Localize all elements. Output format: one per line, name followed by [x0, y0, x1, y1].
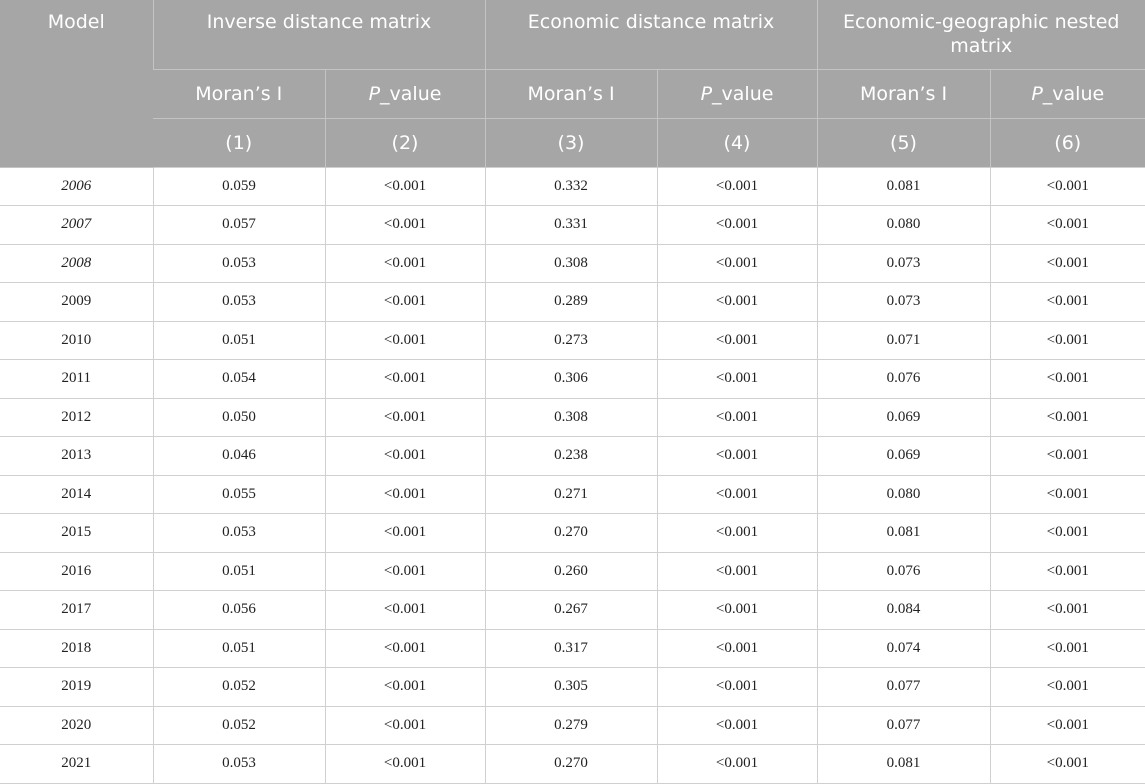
row-year: 2013 [0, 437, 153, 476]
cell-p-value: <0.001 [657, 437, 817, 476]
table-row [0, 475, 1145, 514]
cell-p-value: <0.001 [325, 591, 485, 630]
cell-p-value: <0.001 [325, 706, 485, 745]
cell-morans-i: 0.308 [485, 398, 657, 437]
cell-morans-i: 0.053 [153, 745, 325, 784]
header-col-number-2: (2) [325, 118, 485, 167]
cell-morans-i: 0.073 [817, 244, 990, 283]
cell-morans-i: 0.081 [817, 745, 990, 784]
cell-morans-i: 0.308 [485, 244, 657, 283]
cell-p-value: <0.001 [657, 321, 817, 360]
cell-p-value: <0.001 [990, 437, 1145, 476]
table-body [0, 167, 1145, 783]
cell-p-value: <0.001 [657, 206, 817, 245]
table-row [0, 283, 1145, 322]
cell-p-value: <0.001 [990, 475, 1145, 514]
cell-morans-i: 0.305 [485, 668, 657, 707]
row-year: 2021 [0, 745, 153, 784]
cell-morans-i: 0.069 [817, 398, 990, 437]
header-moran-1: Moran’s I [153, 69, 325, 118]
cell-morans-i: 0.051 [153, 321, 325, 360]
cell-morans-i: 0.052 [153, 668, 325, 707]
cell-morans-i: 0.238 [485, 437, 657, 476]
cell-morans-i: 0.317 [485, 629, 657, 668]
table-row [0, 437, 1145, 476]
cell-p-value: <0.001 [990, 398, 1145, 437]
cell-p-value: <0.001 [657, 167, 817, 206]
cell-morans-i: 0.071 [817, 321, 990, 360]
cell-p-value: <0.001 [325, 668, 485, 707]
cell-morans-i: 0.080 [817, 206, 990, 245]
cell-morans-i: 0.331 [485, 206, 657, 245]
cell-morans-i: 0.273 [485, 321, 657, 360]
row-year: 2008 [0, 244, 153, 283]
p-suffix: _value [380, 82, 442, 105]
row-year: 2007 [0, 206, 153, 245]
cell-p-value: <0.001 [657, 552, 817, 591]
cell-morans-i: 0.046 [153, 437, 325, 476]
table-row [0, 706, 1145, 745]
cell-p-value: <0.001 [657, 629, 817, 668]
row-year: 2011 [0, 360, 153, 399]
row-year: 2010 [0, 321, 153, 360]
row-year: 2016 [0, 552, 153, 591]
cell-morans-i: 0.059 [153, 167, 325, 206]
cell-morans-i: 0.081 [817, 167, 990, 206]
cell-p-value: <0.001 [990, 591, 1145, 630]
cell-morans-i: 0.069 [817, 437, 990, 476]
cell-p-value: <0.001 [990, 283, 1145, 322]
header-moran-3: Moran’s I [817, 69, 990, 118]
cell-p-value: <0.001 [325, 629, 485, 668]
cell-p-value: <0.001 [325, 283, 485, 322]
table-row [0, 360, 1145, 399]
cell-morans-i: 0.076 [817, 552, 990, 591]
row-year: 2012 [0, 398, 153, 437]
header-group-economic-distance: Economic distance matrix [485, 0, 817, 69]
table-row [0, 745, 1145, 784]
cell-p-value: <0.001 [990, 706, 1145, 745]
cell-p-value: <0.001 [325, 244, 485, 283]
cell-p-value: <0.001 [657, 514, 817, 553]
cell-morans-i: 0.073 [817, 283, 990, 322]
row-year: 2006 [0, 167, 153, 206]
cell-morans-i: 0.052 [153, 706, 325, 745]
cell-morans-i: 0.053 [153, 244, 325, 283]
table-row [0, 591, 1145, 630]
cell-morans-i: 0.076 [817, 360, 990, 399]
cell-p-value: <0.001 [657, 360, 817, 399]
header-col-number-6: (6) [990, 118, 1145, 167]
cell-morans-i: 0.056 [153, 591, 325, 630]
cell-morans-i: 0.074 [817, 629, 990, 668]
header-col-number-5: (5) [817, 118, 990, 167]
cell-morans-i: 0.077 [817, 668, 990, 707]
cell-morans-i: 0.084 [817, 591, 990, 630]
cell-p-value: <0.001 [657, 668, 817, 707]
table-row [0, 321, 1145, 360]
table-row [0, 398, 1145, 437]
table-row [0, 167, 1145, 206]
header-model: Model [0, 0, 153, 167]
header-moran-2: Moran’s I [485, 69, 657, 118]
p-symbol: P [368, 82, 381, 105]
cell-p-value: <0.001 [990, 321, 1145, 360]
cell-morans-i: 0.053 [153, 514, 325, 553]
cell-morans-i: 0.051 [153, 552, 325, 591]
header-col-number-1: (1) [153, 118, 325, 167]
cell-morans-i: 0.053 [153, 283, 325, 322]
cell-morans-i: 0.050 [153, 398, 325, 437]
cell-p-value: <0.001 [325, 745, 485, 784]
header-pvalue-2 [657, 69, 817, 118]
cell-morans-i: 0.054 [153, 360, 325, 399]
table-header [0, 0, 1145, 167]
header-col-number-4: (4) [657, 118, 817, 167]
cell-p-value: <0.001 [657, 398, 817, 437]
cell-p-value: <0.001 [325, 514, 485, 553]
header-col-number-3: (3) [485, 118, 657, 167]
cell-morans-i: 0.306 [485, 360, 657, 399]
cell-p-value: <0.001 [990, 360, 1145, 399]
p-symbol: P [1031, 82, 1043, 105]
cell-p-value: <0.001 [990, 629, 1145, 668]
header-pvalue-3 [990, 69, 1145, 118]
row-year: 2015 [0, 514, 153, 553]
row-year: 2018 [0, 629, 153, 668]
header-group-economic-geographic: Economic-geographic nested matrix [817, 0, 1145, 69]
header-pvalue-1 [325, 69, 485, 118]
cell-p-value: <0.001 [990, 745, 1145, 784]
table-row [0, 668, 1145, 707]
cell-p-value: <0.001 [990, 244, 1145, 283]
cell-morans-i: 0.080 [817, 475, 990, 514]
row-year: 2009 [0, 283, 153, 322]
row-year: 2020 [0, 706, 153, 745]
header-group-inverse-distance: Inverse distance matrix [153, 0, 485, 69]
cell-morans-i: 0.260 [485, 552, 657, 591]
cell-p-value: <0.001 [325, 321, 485, 360]
cell-morans-i: 0.077 [817, 706, 990, 745]
cell-p-value: <0.001 [657, 706, 817, 745]
table-row [0, 514, 1145, 553]
cell-p-value: <0.001 [990, 206, 1145, 245]
cell-p-value: <0.001 [325, 552, 485, 591]
cell-p-value: <0.001 [657, 745, 817, 784]
cell-p-value: <0.001 [657, 244, 817, 283]
cell-morans-i: 0.270 [485, 514, 657, 553]
cell-morans-i: 0.051 [153, 629, 325, 668]
cell-morans-i: 0.055 [153, 475, 325, 514]
cell-p-value: <0.001 [990, 668, 1145, 707]
row-year: 2019 [0, 668, 153, 707]
cell-p-value: <0.001 [325, 475, 485, 514]
cell-morans-i: 0.270 [485, 745, 657, 784]
cell-p-value: <0.001 [325, 206, 485, 245]
row-year: 2017 [0, 591, 153, 630]
p-suffix: _value [712, 82, 774, 105]
cell-p-value: <0.001 [990, 552, 1145, 591]
cell-morans-i: 0.081 [817, 514, 990, 553]
cell-p-value: <0.001 [657, 283, 817, 322]
cell-morans-i: 0.057 [153, 206, 325, 245]
row-year: 2014 [0, 475, 153, 514]
cell-p-value: <0.001 [325, 437, 485, 476]
cell-morans-i: 0.267 [485, 591, 657, 630]
cell-p-value: <0.001 [990, 514, 1145, 553]
cell-p-value: <0.001 [990, 167, 1145, 206]
cell-p-value: <0.001 [657, 591, 817, 630]
cell-morans-i: 0.332 [485, 167, 657, 206]
cell-p-value: <0.001 [325, 398, 485, 437]
cell-morans-i: 0.271 [485, 475, 657, 514]
table-row [0, 552, 1145, 591]
cell-p-value: <0.001 [325, 167, 485, 206]
cell-p-value: <0.001 [325, 360, 485, 399]
cell-p-value: <0.001 [657, 475, 817, 514]
table-row [0, 244, 1145, 283]
table-row [0, 629, 1145, 668]
table-row [0, 206, 1145, 245]
cell-morans-i: 0.279 [485, 706, 657, 745]
p-symbol: P [700, 82, 713, 105]
p-suffix: _value [1042, 82, 1105, 105]
cell-morans-i: 0.289 [485, 283, 657, 322]
